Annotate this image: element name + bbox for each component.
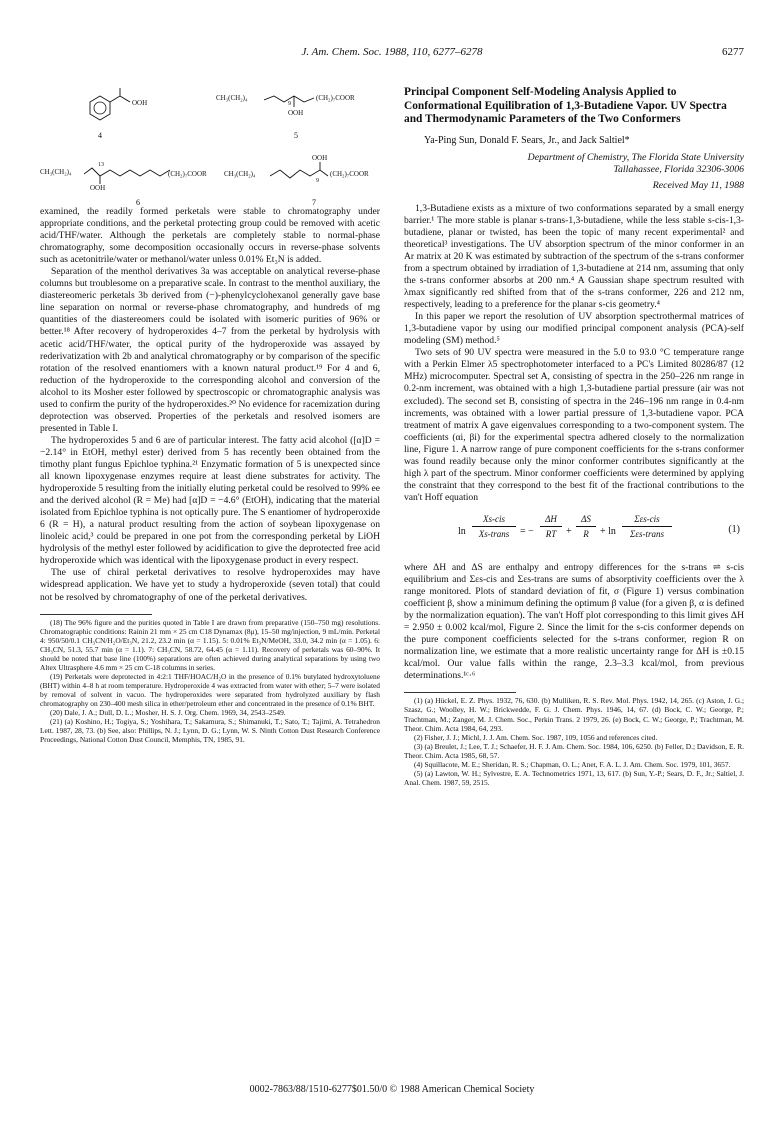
eq-plus-ln: + ln [600, 525, 616, 537]
structure-4-drawing [76, 88, 156, 128]
eq-h-denominator: RT [545, 528, 557, 539]
left-column [40, 88, 380, 744]
footnote-21: (21) (a) Koshino, H.; Togiya, S.; Yoshihara, T.; Sakamura, S.; Shimanuki, T.; Sato, T.; Tajimi, A. Tetrahedron Lett. 1987, 28, 73. (b) See, also: Phillips, N. J.; Lynn, D. G.; Lynn, W. S. Ninth Cotton Dust Research Conference Proceedings, National Cotton Dust Council, Memphis, TN, 1985, 91. [40, 717, 380, 745]
structure-6-right-chain: (CH₂)₇COOR [168, 170, 207, 178]
footnote-19: (19) Perketals were deprotected in 4:2:1 THF/HOAC/H₂O in the presence of 0.1% butylated hydroxytoluene (BHT) within 4–8 h at room temperature. Hydroperoxide 4 was extracted from water with ether; 5–7 were isolated by removal of solvent in vacuo. The hydroperoxides were separated from hydrolyzed auxiliary by flash chromatography on 230–400 mesh silica in ether/petroleum ether and concentrated in the presence of 0.1% BHT. [40, 671, 380, 708]
footnote-20: (20) Dale, J. A.; Dull, D. L.; Mosher, H. S. J. Org. Chem. 1969, 34, 2543–2549. [50, 708, 286, 718]
eq-x-denominator: Xs-trans [478, 528, 510, 539]
reference-3: (3) (a) Breulet, J.; Lee, T. J.; Schaefer, H. F. J. Am. Chem. Soc. 1984, 106, 6250. (b) Feller, D.; Davidson, E. R. Theor. Chim. Acta 1985, 68, 57. [404, 741, 744, 760]
eq-s-numerator: ΔS [576, 514, 596, 527]
article-title: Principal Component Self-Modeling Analysis Applied to Conformational Equilibration of 1,3-Butadiene Vapor. UV Spectra and Thermodynamic Parameters of the Two Conformers [404, 86, 727, 126]
structure-7-drawing [270, 160, 330, 186]
vant-hoff-equation [404, 510, 744, 556]
eq-e-numerator: Σεs-cis [622, 514, 672, 527]
journal-citation: J. Am. Chem. Soc. 1988, 110, 6277–6278 [301, 46, 483, 58]
structure-6-left-chain: CH₃(CH₂)₄ [40, 168, 72, 176]
equation-number: (1) [728, 523, 740, 535]
structure-7-left-chain: CH₃(CH₂)₄ [224, 170, 256, 178]
eq-fraction-x [472, 514, 516, 539]
structure-5-number: 5 [294, 131, 298, 140]
left-paragraph-1: examined, the readily formed perketals were stable to chromatography under appropriate conditions, and the perketal protecting group could be removed with acetic acid/THF/water. Although the perketals are completely stable to normal-phase chromatography, some decomposition occasionally occurs in reverse-phase solvents such as acetonitrile/water or methanol/water unless 0.01% Et₃N is added. [40, 206, 380, 266]
page-number: 6277 [722, 46, 744, 58]
structure-5-substituent: OOH [288, 109, 304, 117]
eq-h-numerator: ΔH [540, 514, 562, 527]
eq-fraction-s [576, 514, 596, 539]
right-paragraph-2: In this paper we report the resolution of UV absorption spectrothermal matrices of 1,3-butadiene vapor by using our modified principal component analysis (PCA)-self modeling (SM) method.⁵ [404, 311, 744, 347]
eq-ln: ln [458, 525, 466, 537]
structure-6-substituent: OOH [90, 184, 106, 192]
eq-x-numerator: Xs-cis [472, 514, 516, 527]
structure-7-right-chain: (CH₂)₇COOR [330, 170, 369, 178]
left-paragraph-4: The use of chiral perketal derivatives to resolve hydroperoxides may have widespread application. We have yet to study a hydroperoxide (seven total) that could not be resolved by chromatography of one of the perketal derivatives. [40, 567, 380, 603]
eq-e-denominator: Σεs-trans [630, 528, 664, 539]
right-paragraph-3: Two sets of 90 UV spectra were measured in the 5.0 to 93.0 °C temperature range with a Perkin Elmer λ5 spectrophotometer interfaced to a PC's Limited 80286/87 (12 MHz) microcomputer. Spectral set A, consisting of spectra in the 250–226 nm range in 0.2-nm increment, was obtained with a high 1,3-butadiene partial pressure (air was not excluded). The second set B, consisting of spectra in the 246–196 nm range in 0.4-nm increments, was obtained with a lower partial pressure of 1,3-butadiene vapor. PCA treatment of matrix A gave eigenvalues corresponding to a two-component system. The coefficients (αi, βi) for the experimental spectra adhered closely to the normalization line, Figure 1. A narrow range of pure component coefficients for the s-trans conformer was found readily because only the minor conformer contributes significantly at the high λ part of the spectrum. Minor conformer coefficients were determined by applying the constraint that they correspond to the best fit of the fractional contributions to the van't Hoff equation [404, 347, 744, 503]
chemical-structures [40, 88, 380, 206]
reference-1: (1) (a) Hückel, E. Z. Phys. 1932, 76, 630. (b) Mulliken, R. S. Rev. Mol. Phys. 1942, 14, 265. (c) Aston, J. G.; Szasz, G.; Woolley, H. W.; Brickwedde, F. G. J. Chem. Phys. 1946, 14, 67. (d) Bock, C. W.; George, P.; Trachtman, M.; Zanger, M. J. Chem. Soc., Perkin Trans. 2 1979, 26. (e) Bock, C. W.; George, P.; Trachtman, M. Theor. Chim. Acta 1984, 64, 293. [404, 696, 744, 733]
eq-fraction-h [540, 514, 562, 539]
eq-s-denominator: R [583, 528, 589, 539]
structure-6-number: 6 [136, 198, 140, 207]
structure-7-number: 7 [312, 198, 316, 207]
reference-4: (4) Squillacote, M. E.; Sheridan, R. S.; Chapman, O. L.; Anet, F. A. L. J. Am. Chem. Soc. 1979, 101, 3657. [414, 759, 731, 769]
right-column [404, 86, 744, 787]
structure-5-right-chain: (CH₂)₇COOR [316, 94, 355, 102]
eq-plus-1: + [566, 525, 572, 537]
structure-4 [76, 88, 156, 128]
received-date: Received May 11, 1988 [652, 179, 744, 191]
structure-4-number: 4 [98, 131, 102, 140]
footnotes [40, 618, 380, 745]
reference-5: (5) (a) Lawton, W. H.; Sylvestre, E. A. Technometrics 1971, 13, 617. (b) Sun, Y.-P.; Sears, D. F., Jr.; Saltiel, J. Anal. Chem. 1987, 59, 2515. [404, 768, 744, 787]
affiliation-line-1: Department of Chemistry, The Florida State University [527, 151, 744, 163]
copyright-footer: 0002-7863/88/1510-6277$01.50/0 © 1988 American Chemical Society [249, 1084, 535, 1095]
left-paragraph-2: Separation of the menthol derivatives 3a was acceptable on analytical reverse-phase columns but troublesome on a preparative scale. In contrast to the menthol auxiliary, the diastereomeric perketals 3b derived from (−)-phenylcyclohexanol generally gave base line separation on normal or reverse-phase chromatography, and hundreds of mg quantities of the diastereomers could be isolated with isomeric purities of 96% or better.¹⁸ After recovery of hydroperoxides 4–7 from the perketal by hydrolysis with acetic acid/THF/water, the optical purity of the hydroperoxide was assayed by rederivatization with 2b and analytical chromatography or by comparison of the specific rotation of the resolved enantiomers with a known natural product.¹⁹ For 4 and 6, reduction of the hydroperoxide to the corresponding alcohol and conversion of the alcohol to its Mosher ester followed by spectroscopic or chromatographic analysis was used to confirm the purity of the hydroperoxides.²⁰ No evidence for racemization during deprotection was observed. Properties of the perketals and resolved isomers are presented in Table I. [40, 266, 380, 434]
right-paragraph-1: 1,3-Butadiene exists as a mixture of two conformations separated by a small energy barrier.¹ The more stable is planar s-trans-1,3-butadiene, while the less stable s-cis-1,3-butadiene, planar or twisted, has been the topic of many recent experimental² and theoretical³ investigations. The UV absorption spectrum of the minor conformer in an Ar matrix at 20 K was estimated by subtraction of the spectrum of the s-trans conformer from a spectrum obtained by irradiation of 1,3-butadiene at 214 nm, assuming that only the s-trans conformer absorbs at 200 nm.⁴ A Gaussian shape spectrum resulted with λmax significantly red shifted from that of the s-trans conformer, 226 and 212 nm, respectively, leading to a preference for the planar s-cis geometry.⁴ [404, 202, 744, 311]
article-authors: Ya-Ping Sun, Donald F. Sears, Jr., and Jack Saltiel* [424, 134, 630, 146]
running-header [40, 46, 744, 62]
structure-7-position: 9 [316, 178, 319, 184]
footnote-divider [40, 614, 152, 615]
structure-7-substituent: OOH [312, 154, 328, 162]
structure-5-left-chain: CH₃(CH₂)₄ [216, 94, 248, 102]
left-paragraph-3: The hydroperoxides 5 and 6 are of particular interest. The fatty acid alcohol ([α]D = −2.14° in EtOH, methyl ester) derived from 5 has recently been obtained from the timothy plant fungus Epichloe typhina.²¹ Enzymatic formation of 5 is unexpected since all known lipoxygenase enzymes require at least diene substrates for activity. The hydroperoxide 5 resulting from the initially eluting perketal could be resolved to 99% ee and the derived alcohol (R = Me) had [α]D = −4.6° (EtOH), indicating that the material isolated from Epichloe typhina is not optically pure. The S enantiomer of hydroperoxide 6 (R = H), a natural product resulting from the action of soybean lipoxygenase on linoleic acid,³ could be prepared in one pot from the corresponding perketal by LiOH hydrolysis of the methyl ester followed by acidification to give the deprotected free acid hydroperoxide which was identical with the lipoxygenase product in every respect. [40, 434, 380, 567]
structure-5-position: 9 [288, 101, 291, 107]
references [404, 696, 744, 786]
footnote-18: (18) The 96% figure and the purities quoted in Table I are drawn from preparative (150–750 mg) resolutions. Chromatographic conditions: Rainin 21 mm × 25 cm C18 Dynamax (8μ), 15–50 mg/injection, 9 mL/min. Perketal 4: 950/50/0.1 CH₃CN/H₂O/Et₃N, 21.2, 23.2 min (α = 1.15). 5: 0.01% Et₃N/MeOH, 33.0, 34.2 min (α = 1.05). 6: CH₃CN, 51.3, 55.7 min (α = 1.1). 7: CH₃CN, 58.72, 64.45 (α = 1.11). Recovery of perketals was 60–90%. It should be noted that base line (100%) separations are often achieved during analytical separations by using two Altex Ultrasphere 4.6 mm × 25 cm C-18 columns in series. [40, 617, 380, 672]
eq-fraction-e [622, 514, 672, 539]
references-divider [404, 692, 516, 693]
structure-6-position: 13 [98, 162, 104, 168]
affiliation-line-2: Tallahassee, Florida 32306-3006 [613, 163, 744, 175]
reference-2: (2) Fisher, J. J.; Michl, J. J. Am. Chem. Soc. 1987, 109, 1056 and references cited. [414, 732, 658, 742]
eq-equals: = − [520, 525, 534, 537]
structure-4-group: OOH [132, 99, 148, 107]
right-paragraph-4: where ΔH and ΔS are enthalpy and entropy differences for the s-trans ⇌ s-cis equilibrium and Σεs-cis and Σεs-trans are sums of absorptivity coefficients over the λ range monitored. Plots of standard deviation of fit, σ (Figure 1) versus combination coefficient β, show a minimum defining the optimum β value (for a given β, α is defined by the normalization equation). The van't Hoff plot corresponding to this limit gives ΔH = 2.950 ± 0.002 kcal/mol, Figure 2. Since the limit for the s-cis conformer depends on the pure component coefficients selected for the s-trans conformer, region R on normalization line, we estimate that a more realistic uncertainty range for ΔH is ±0.15 kcal/mol. Our value falls within the range, 2.3–3.3 kcal/mol, from previous determinations.¹ᶜ·⁶ [404, 561, 744, 682]
